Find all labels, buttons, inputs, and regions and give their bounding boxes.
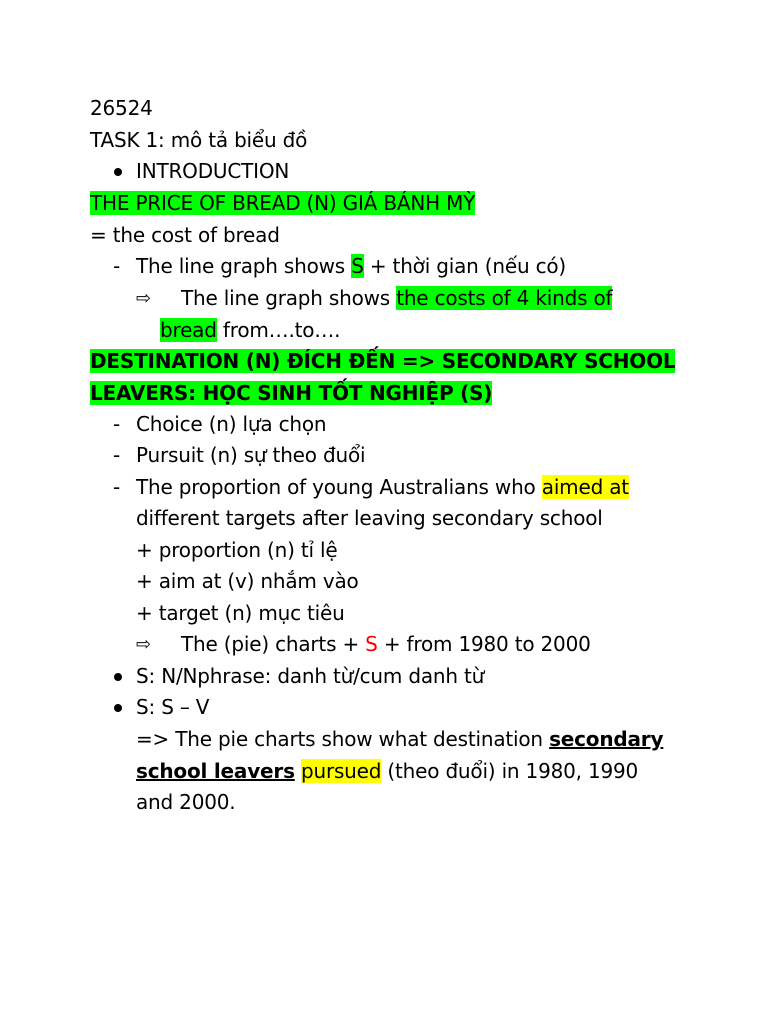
yellow-highlight-text: aimed at — [541, 475, 629, 499]
proportion-item — [136, 472, 629, 503]
example-sentence — [136, 724, 663, 755]
dash-marker: - — [113, 412, 121, 436]
line-graph-pattern — [136, 251, 566, 282]
cost-of-bread-line: = the cost of bread — [90, 223, 280, 247]
text-segment: => The pie charts show what destination — [136, 727, 550, 751]
subject-clause: S: S – V — [136, 695, 210, 719]
green-highlight-text: the costs of 4 kinds of — [396, 286, 613, 310]
line-graph-example-cont — [160, 315, 340, 346]
red-text: S — [365, 632, 378, 656]
dash-marker: - — [113, 475, 121, 499]
green-highlight-text: DESTINATION (N) ĐÍCH ĐẾN => SECONDARY SCHOOL — [90, 349, 676, 373]
bullet-icon — [114, 704, 122, 712]
text-segment: from….to…. — [216, 318, 341, 342]
green-highlight-text: S — [351, 254, 364, 278]
proportion-item-cont: different targets after leaving secondary school — [136, 506, 603, 530]
vocab-aim-at: + aim at (v) nhắm vào — [136, 569, 359, 593]
text-segment: (theo đuổi) in 1980, 1990 — [381, 759, 639, 783]
text-segment: The line graph shows — [136, 254, 352, 278]
example-sentence-end: and 2000. — [136, 790, 236, 814]
task-heading: TASK 1: mô tả biểu đồ — [90, 128, 308, 152]
green-highlight-text: LEAVERS: HỌC SINH TỐT NGHIỆP (S) — [90, 381, 493, 405]
pursuit-item: Pursuit (n) sự theo đuổi — [136, 443, 366, 467]
text-segment: The line graph shows — [181, 286, 397, 310]
bullet-icon — [114, 673, 122, 681]
doc-number: 26524 — [90, 96, 153, 120]
line-graph-example — [181, 283, 612, 314]
text-segment: + thời gian (nếu có) — [363, 254, 567, 278]
green-highlight-text: THE PRICE OF BREAD (N) GIÁ BÁNH MỲ — [90, 191, 476, 215]
choice-item: Choice (n) lựa chọn — [136, 412, 327, 436]
text-segment: + from 1980 to 2000 — [377, 632, 591, 656]
bold-underline-text: secondary — [549, 727, 664, 751]
text-segment: The (pie) charts + — [181, 632, 366, 656]
dash-marker: - — [113, 443, 121, 467]
destination-heading — [90, 346, 675, 377]
vocab-target: + target (n) mục tiêu — [136, 601, 345, 625]
bold-underline-text: school leavers — [136, 759, 295, 783]
dash-marker: - — [113, 254, 121, 278]
bullet-icon — [114, 168, 122, 176]
destination-heading-cont — [90, 378, 492, 409]
green-highlight-text: bread — [160, 318, 217, 342]
subject-noun-phrase: S: N/Nphrase: danh từ/cum danh từ — [136, 664, 485, 688]
arrow-icon: ⇨ — [136, 634, 151, 655]
arrow-icon: ⇨ — [136, 288, 151, 309]
yellow-highlight-text: pursued — [300, 759, 382, 783]
text-segment: The proportion of young Australians who — [136, 475, 542, 499]
example-sentence-cont — [136, 756, 638, 787]
intro-bullet-text: INTRODUCTION — [136, 159, 290, 183]
pie-chart-pattern — [181, 629, 591, 660]
vocab-proportion: + proportion (n) tỉ lệ — [136, 538, 338, 562]
bread-price-line — [90, 188, 475, 219]
